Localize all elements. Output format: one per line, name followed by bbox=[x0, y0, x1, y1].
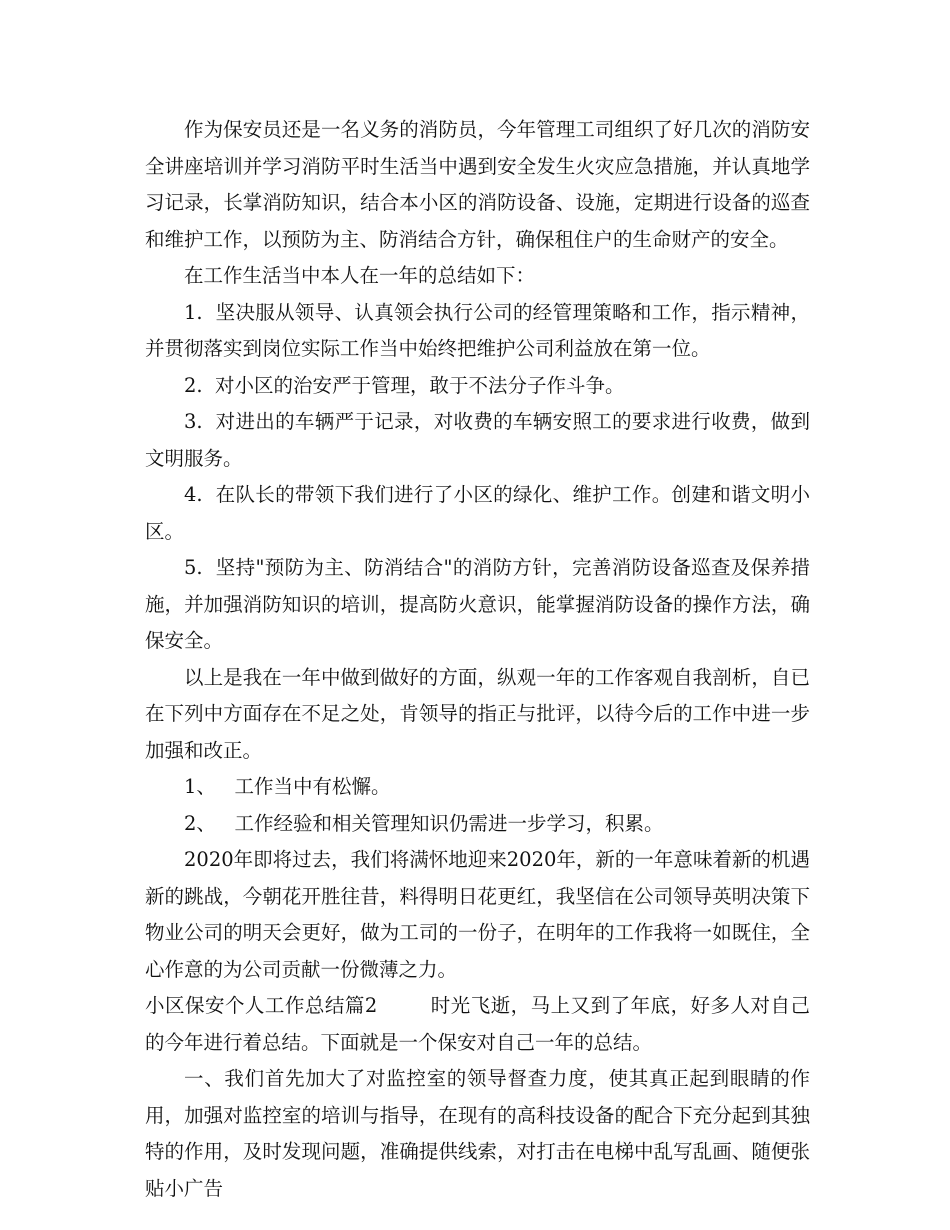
list-item-5: 5. 坚持"预防为主、防消结合"的消防方针，完善消防设备巡查及保养措施，并加强消防知识的培训，提高防火意识，能掌握消防设备的操作方法，确保安全。 bbox=[145, 556, 810, 652]
document-body bbox=[145, 112, 810, 1207]
paragraph-outlook: 2020年即将过去，我们将满怀地迎来2020年，新的一年意味着新的机遇新的跳战，今朝花开胜往昔，料得明日花更红，我坚信在公司领导英明决策下物业公司的明天会更好，做为工司的一份子，在明年的工作我将一如既住，全心作意的为公司贡献一份微薄之力。 bbox=[145, 848, 810, 981]
paragraph-fire-safety: 作为保安员还是一名义务的消防员，今年管理工司组织了好几次的消防安全讲座培训并学习消防平时生活当中遇到安全发生火灾应急措施，并认真地学习记录，长掌消防知识，结合本小区的消防设备、设施，定期进行设备的巡查和维护工作，以预防为主、防消结合方针，确保租住户的生命财产的安全。 bbox=[145, 118, 810, 251]
paragraph-shortcomings: 以上是我在一年中做到做好的方面，纵观一年的工作客观自我剖析，自已在下列中方面存在不足之处，肯领导的指正与批评，以待今后的工作中进一步加强和改正。 bbox=[145, 665, 810, 762]
paragraph-monitoring: 一、我们首先加大了对监控室的领导督查力度，使其真正起到眼睛的作用，加强对监控室的培训与指导，在现有的高科技设备的配合下充分起到其独特的作用，及时发现问题，准确提供线索，对打击在电梯中乱写乱画、随便张贴小广告 bbox=[145, 1067, 810, 1200]
list-item-4: 4. 在队长的带领下我们进行了小区的绿化、维护工作。创建和谐文明小区。 bbox=[145, 483, 810, 543]
list-item-3: 3. 对进出的车辆严于记录，对收费的车辆安照工的要求进行收费，做到文明服务。 bbox=[145, 410, 810, 470]
list-item-2: 2. 对小区的治安严于管理，敢于不法分子作斗争。 bbox=[184, 373, 625, 397]
shortcoming-item-2: 2、 工作经验和相关管理知识仍需进一步学习，积累。 bbox=[184, 811, 664, 835]
shortcoming-item-1: 1、 工作当中有松懈。 bbox=[184, 775, 391, 798]
paragraph-summary-intro: 在工作生活当中本人在一年的总结如下： bbox=[184, 264, 536, 287]
section-heading-part-2: 小区保安个人工作总结篇2 时光飞逝，马上又到了年底，好多人对自己的今年进行着总结。下面就是一个保安对自己一年的总结。 bbox=[145, 994, 810, 1054]
list-item-1: 1. 坚决服从领导、认真领会执行公司的经管理策略和工作，指示精神，并贯彻落实到岗位实际工作当中始终把维护公司利益放在第一位。 bbox=[145, 300, 810, 360]
